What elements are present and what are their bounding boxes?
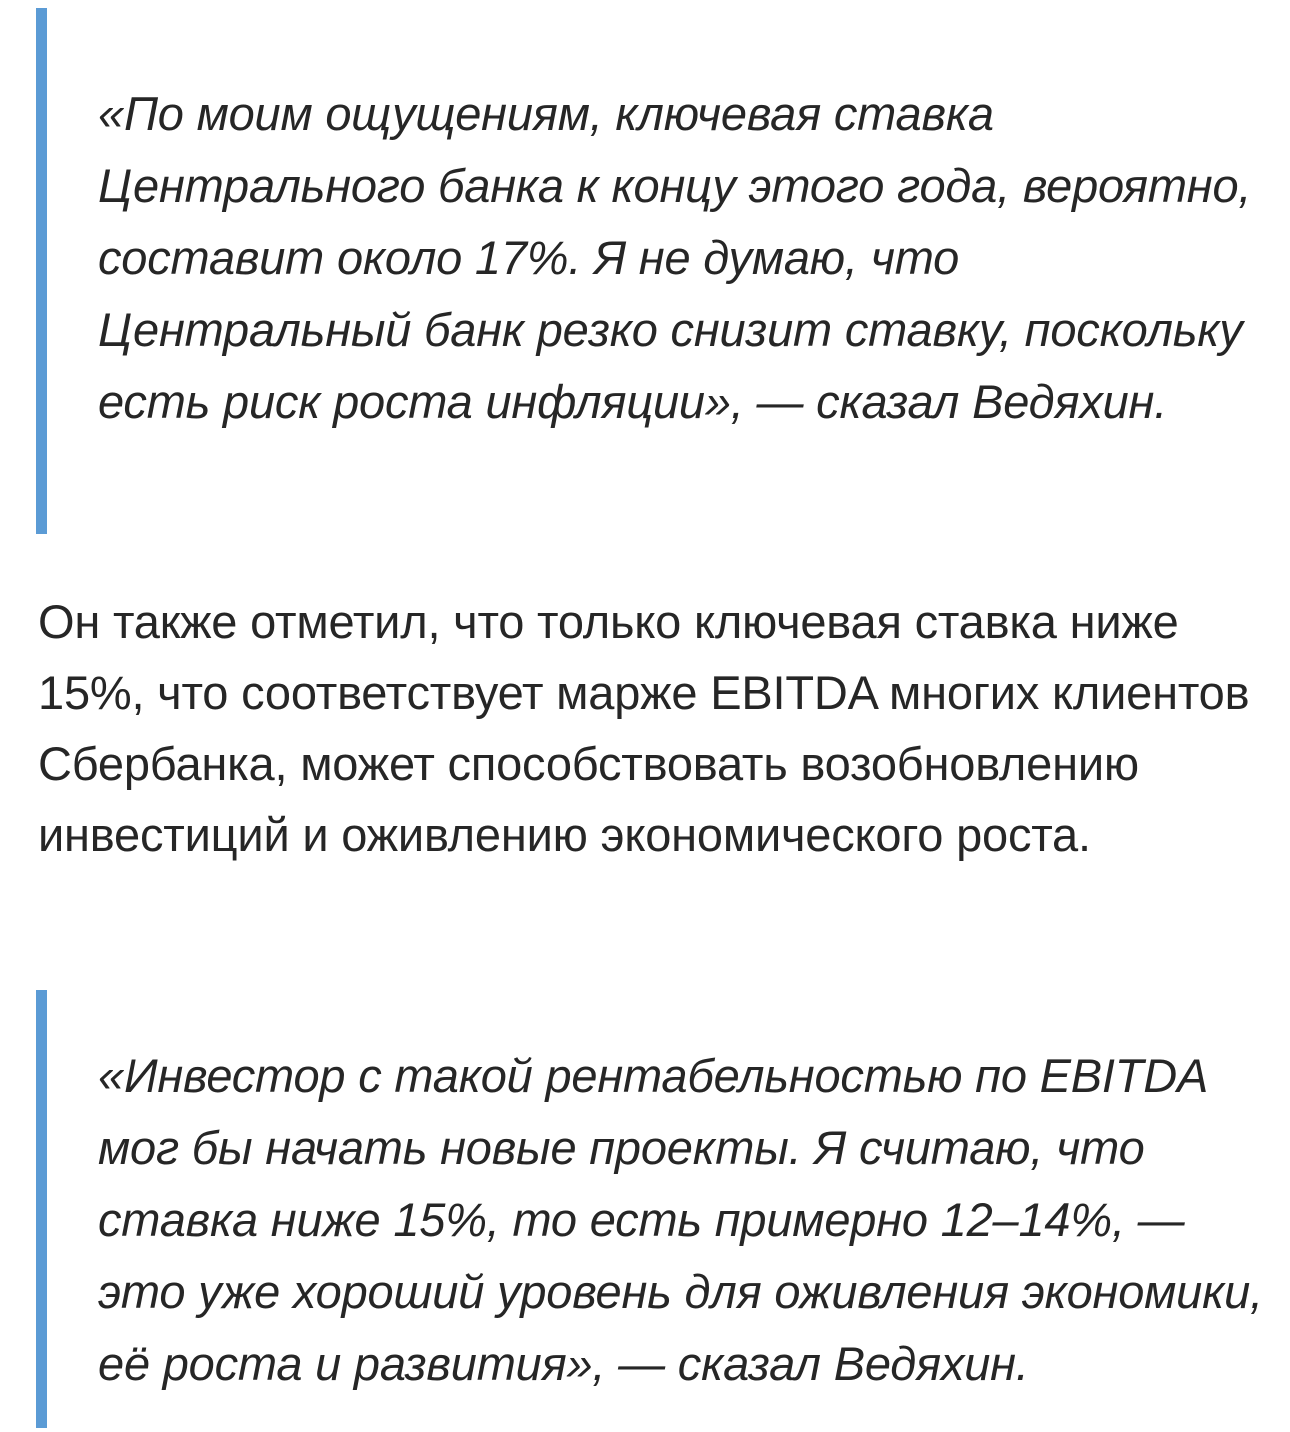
article-paragraph: Он также отметил, что только ключевая ставка ниже 15%, что соответствует марже EBITDA многих клиентов Сбербанка, может способствовать возобновлению инвестиций и оживлению экономического роста. bbox=[38, 595, 1250, 861]
quote-text-1: «По моим ощущениям, ключевая ставка Центрального банка к концу этого года, вероятно, составит около 17%. Я не думаю, что Центральный банк резко снизит ставку, поскольку есть риск роста инфляции», — сказал Ведяхин. bbox=[98, 87, 1252, 428]
quote-text-2: «Инвестор с такой рентабельностью по EBITDA мог бы начать новые проекты. Я считаю, что ставка ниже 15%, то есть примерно 12–14%, — это уже хороший уровень для оживления экономики, её роста и развития», — сказал Ведяхин. bbox=[98, 1049, 1263, 1390]
blockquote-1 bbox=[36, 8, 1266, 534]
blockquote-2 bbox=[36, 990, 1266, 1428]
